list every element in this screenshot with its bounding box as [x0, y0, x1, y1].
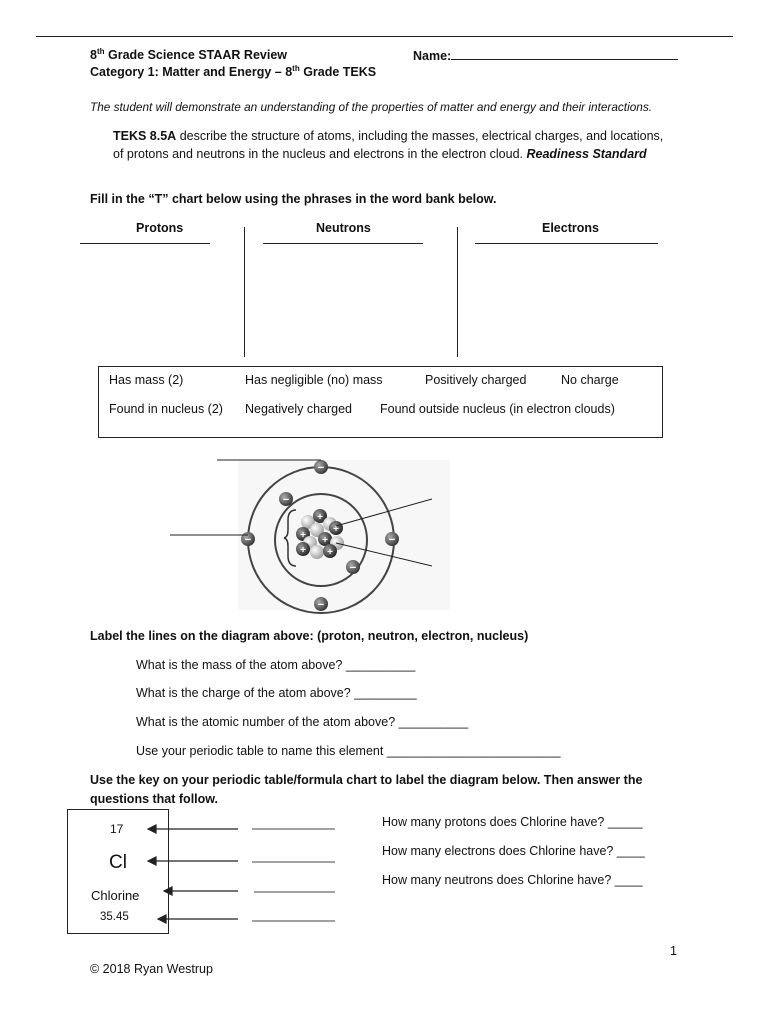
- diagram-background: [238, 460, 450, 610]
- label-instruction: Label the lines on the diagram above: (proton, neutron, electron, nucleus): [90, 629, 529, 643]
- element-atomic-mass: 35.45: [100, 911, 129, 923]
- proton-sign: +: [317, 512, 323, 523]
- category-prefix: Category 1: Matter and Energy – 8: [90, 65, 293, 79]
- proton-sign: +: [300, 545, 306, 556]
- worksheet-title: [90, 48, 287, 62]
- proton-sign: +: [300, 530, 306, 541]
- category-rest: Grade TEKS: [299, 65, 377, 79]
- column-header-electrons: Electrons: [542, 221, 599, 235]
- arrowhead-left-icon: [158, 915, 166, 923]
- t-chart-rule-electrons: [475, 243, 658, 244]
- column-header-protons: Protons: [136, 221, 184, 235]
- question-element-name: Use your periodic table to name this element _________________________: [136, 744, 561, 758]
- arrowhead-left-icon: [164, 887, 172, 895]
- question-atomic-number: What is the atomic number of the atom above? __________: [136, 715, 469, 729]
- title-grade: 8: [90, 48, 97, 62]
- atom-diagram: [160, 450, 450, 620]
- name-label: Name:: [413, 49, 452, 63]
- category-sup: th: [292, 63, 300, 73]
- question-electrons: How many electrons does Chlorine have? ____: [382, 844, 645, 858]
- question-protons: How many protons does Chlorine have? _____: [382, 815, 643, 829]
- title-grade-sup: th: [96, 46, 105, 56]
- t-chart-rule-neutrons: [263, 243, 423, 244]
- word-bank-item: Found in nucleus (2): [109, 402, 223, 416]
- word-bank-item: Positively charged: [425, 373, 527, 387]
- electron-sign: −: [317, 462, 325, 474]
- question-mass: What is the mass of the atom above? __________: [136, 658, 416, 672]
- teks-code: TEKS 8.5A: [113, 129, 177, 143]
- teks-standard: Readiness Standard: [526, 147, 647, 161]
- column-header-neutrons: Neutrons: [316, 221, 371, 235]
- neutron-particle: [310, 545, 324, 559]
- word-bank: [98, 366, 663, 438]
- name-field[interactable]: [413, 48, 678, 63]
- periodic-instruction-line1: Use the key on your periodic table/formula chart to label the diagram below. Then answer the: [90, 773, 643, 787]
- t-chart-divider-1: [244, 227, 245, 357]
- electron-sign: −: [388, 534, 396, 546]
- proton-sign: +: [333, 524, 339, 535]
- element-atomic-number: 17: [110, 822, 124, 836]
- copyright-footer: © 2018 Ryan Westrup: [90, 962, 213, 976]
- t-chart-instruction: Fill in the “T” chart below using the phrases in the word bank below.: [90, 192, 497, 206]
- electron-sign: −: [317, 599, 325, 611]
- page-number: 1: [670, 944, 677, 958]
- element-arrows: [140, 815, 340, 930]
- electron-sign: −: [244, 534, 252, 546]
- arrowhead-left-icon: [148, 825, 156, 833]
- name-blank[interactable]: [451, 48, 678, 60]
- teks-text: describe the structure of atoms, including the masses, electrical charges, and locations, of protons and neutrons in the nucleus and electrons in the electron cloud.: [113, 129, 664, 161]
- question-charge: What is the charge of the atom above? _________: [136, 686, 417, 700]
- electron-sign: −: [349, 562, 357, 574]
- top-rule: [36, 36, 733, 37]
- element-symbol: Cl: [109, 852, 127, 873]
- word-bank-item: Negatively charged: [245, 402, 353, 416]
- t-chart-divider-2: [457, 227, 458, 357]
- question-neutrons: How many neutrons does Chlorine have? ____: [382, 873, 643, 887]
- proton-sign: +: [327, 547, 333, 558]
- proton-sign: +: [322, 535, 328, 546]
- t-chart-rule-protons: [80, 243, 210, 244]
- teks-statement: [113, 127, 673, 163]
- word-bank-item: Found outside nucleus (in electron clouds): [380, 402, 615, 416]
- element-name: Chlorine: [91, 888, 140, 903]
- arrowhead-left-icon: [148, 857, 156, 865]
- category-title: [90, 65, 376, 79]
- electron-sign: −: [282, 494, 290, 506]
- word-bank-item: Has negligible (no) mass: [245, 373, 383, 387]
- periodic-instruction-line2: questions that follow.: [90, 792, 219, 806]
- word-bank-item: No charge: [561, 373, 619, 387]
- title-rest: Grade Science STAAR Review: [104, 48, 287, 62]
- intro-statement: The student will demonstrate an understanding of the properties of matter and energy and their interactions.: [90, 100, 652, 114]
- word-bank-item: Has mass (2): [109, 373, 184, 387]
